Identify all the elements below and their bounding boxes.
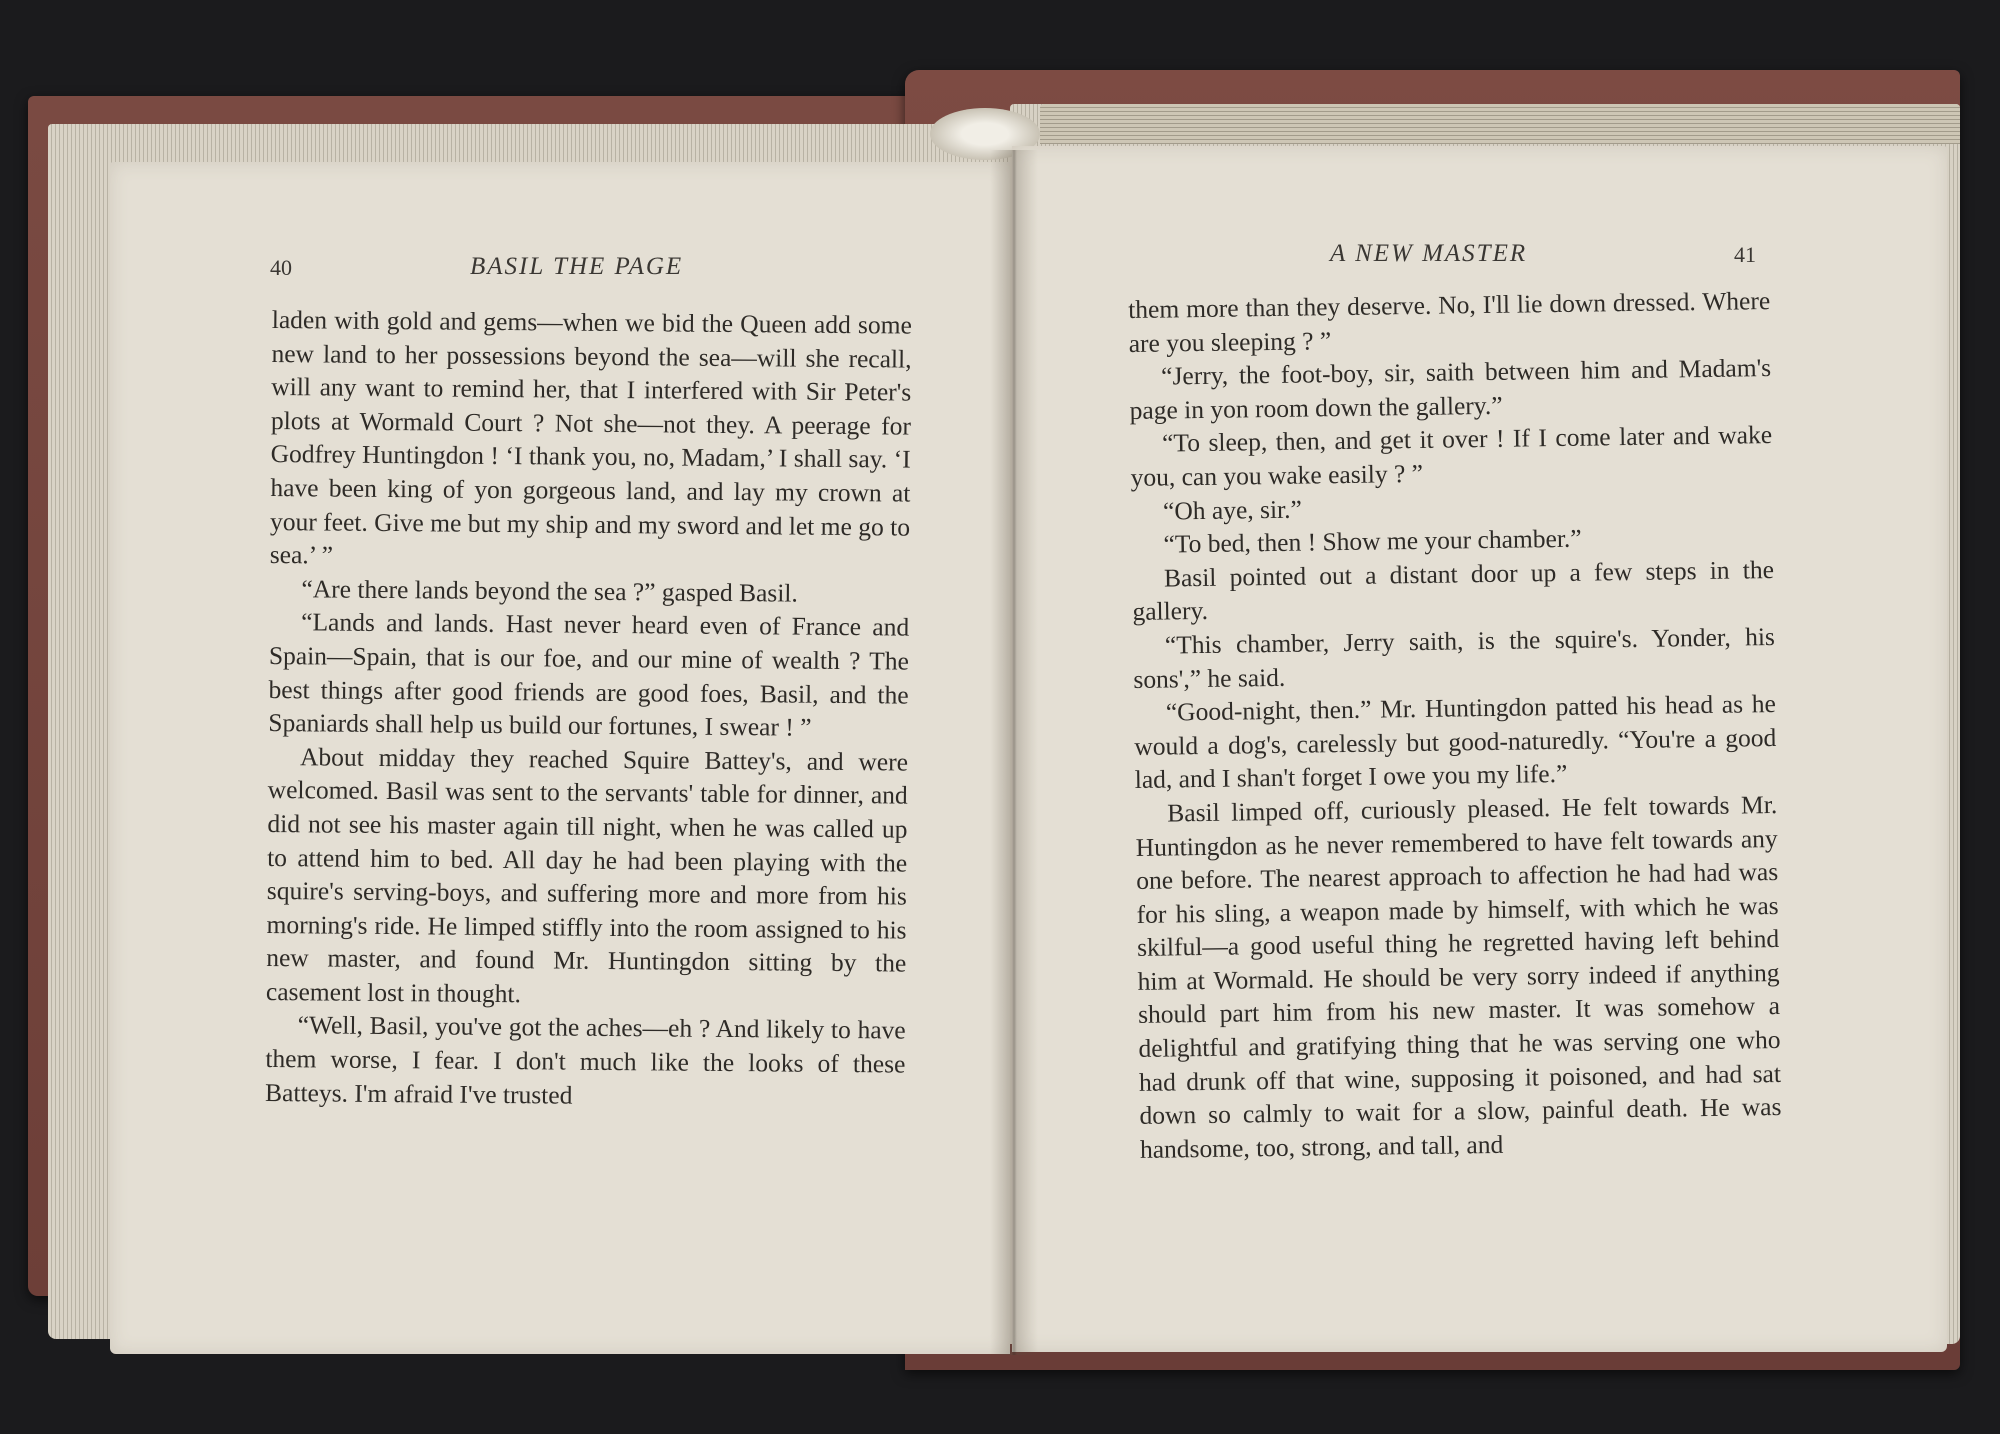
book-gutter: [990, 150, 1038, 1355]
right-page-number: 41: [1734, 242, 1756, 267]
paragraph: them more than they deserve. No, I'll lie down dressed. Where are you sleeping ? ”: [1128, 286, 1771, 358]
paragraph: “Good-night, then.” Mr. Huntingdon patted his head as he would a dog's, carelessly but good-naturedly. “You're a good lad, and I shan't forget I owe you my life.”: [1134, 689, 1777, 795]
paragraph: “To sleep, then, and get it over ! If I come later and wake you, can you wake easily ? ”: [1130, 420, 1773, 492]
paragraph: “Oh aye, sir.”: [1162, 494, 1303, 526]
paragraph: “To bed, then ! Show me your chamber.”: [1163, 523, 1582, 559]
paragraph: About midday they reached Squire Battey's, and were welcomed. Basil was sent to the servants' table for dinner, and did not see his master again till night, when he was called up to attend him to bed. All day he had been playing with the squire's serving-boys, and suffering more and more from his morning's ride. He limped stiffly into the room assigned to his new master, and found Mr. Huntingdon sitting by the casement lost in thought.: [265, 741, 909, 1009]
paragraph: laden with gold and gems—when we bid the Queen add some new land to her possessions beyond the sea—will she recall, will any want to remind her, that I interfered with Sir Peter's plots at Wormald Court ? Not she—not they. A peerage for Godfrey Huntingdon ! ‘I thank you, no, Madam,’ I shall say. ‘I have been king of yon gorgeous land, and lay my crown at your feet. Give me but my ship and my sword and let me go to sea.’ ”: [269, 304, 912, 570]
paragraph: “Lands and lands. Hast never heard even of France and Spain—Spain, that is our foe, and our mine of wealth ? The best things after good friends are good foes, Basil, and the Spaniards shall help us build our fortunes, I swear ! ”: [268, 607, 910, 742]
right-running-head: A NEW MASTER: [1330, 240, 1528, 267]
paragraph: Basil pointed out a distant door up a few steps in the gallery.: [1132, 554, 1775, 627]
right-page-text: [1128, 284, 1782, 1166]
page-block-top-right: [1040, 104, 1960, 144]
left-page-text: [265, 303, 912, 1115]
paragraph: “Well, Basil, you've got the aches—eh ? And likely to have them worse, I fear. I don't much like the looks of these Batteys. I'm afraid I've trusted: [264, 1010, 906, 1110]
left-page-number: 40: [270, 255, 292, 280]
paragraph: “Are there lands beyond the sea ?” gasped Basil.: [301, 574, 798, 608]
paragraph: Basil limped off, curiously pleased. He felt towards Mr. Huntingdon as he never remembered to have felt towards any one before. The nearest approach to affection he had had was for his sling, a weapon made by himself, with which he was skilful—a good useful thing he regretted having left behind him at Wormald. He should be very sorry indeed if anything should part him from his new master. It was somehow a delightful and gratifying thing that he was serving one who had drunk off that wine, supposing it poisoned, and had sat down so calmly to wait for a slow, painful death. He was handsome, too, strong, and tall, and: [1135, 789, 1782, 1164]
left-running-head: BASIL THE PAGE: [470, 253, 684, 280]
paragraph: “Jerry, the foot-boy, sir, saith between him and Madam's page in yon room down the gallery.”: [1129, 353, 1772, 425]
paragraph: “This chamber, Jerry saith, is the squire's. Yonder, his sons',” he said.: [1133, 621, 1776, 694]
